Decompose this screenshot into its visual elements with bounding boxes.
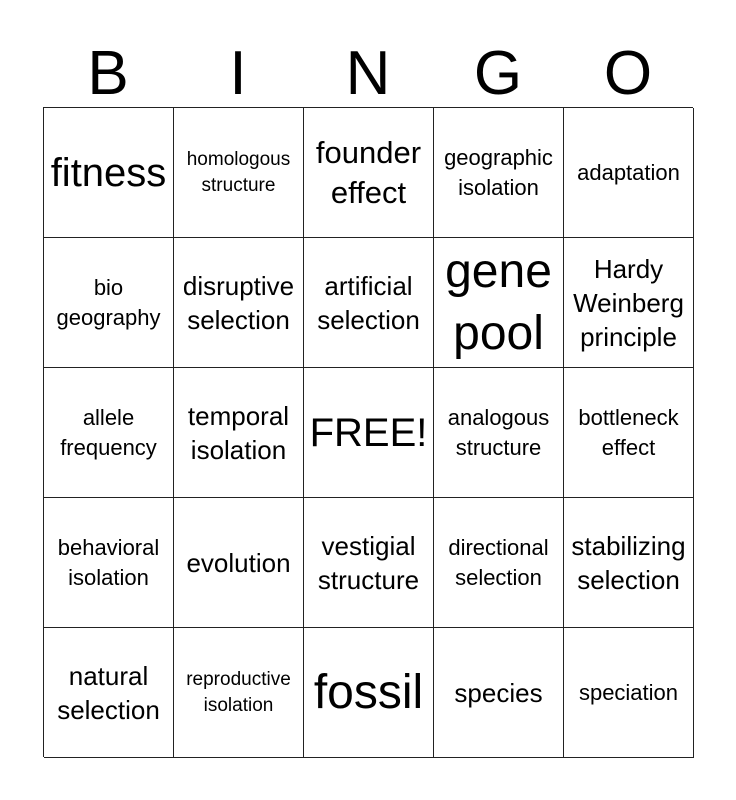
cell-text: homologous structure bbox=[186, 148, 291, 196]
bingo-cell[interactable] bbox=[304, 108, 434, 238]
bingo-cell[interactable] bbox=[44, 108, 174, 238]
bingo-cell[interactable] bbox=[434, 238, 564, 368]
bingo-cell[interactable] bbox=[434, 368, 564, 498]
bingo-cell[interactable] bbox=[304, 238, 434, 368]
bingo-cell[interactable] bbox=[44, 238, 174, 368]
cell-text: artificial selection bbox=[317, 270, 420, 335]
bingo-cell[interactable] bbox=[434, 628, 564, 758]
cell-text: disruptive selection bbox=[182, 270, 295, 335]
cell-text: adaptation bbox=[577, 159, 680, 185]
bingo-cell[interactable] bbox=[44, 498, 174, 628]
bingo-cell[interactable] bbox=[174, 498, 304, 628]
bingo-header bbox=[43, 39, 693, 108]
free-space-cell[interactable] bbox=[304, 368, 434, 498]
cell-text: founder effect bbox=[315, 134, 422, 210]
bingo-cell[interactable] bbox=[44, 368, 174, 498]
cell-text: behavioral isolation bbox=[57, 534, 160, 590]
cell-text: directional selection bbox=[448, 534, 549, 590]
header-letter-g: G bbox=[473, 39, 523, 108]
cell-text: bio geography bbox=[56, 274, 161, 330]
cell-text: temporal isolation bbox=[187, 400, 290, 465]
bingo-cell[interactable] bbox=[434, 108, 564, 238]
header-letter-i: I bbox=[229, 39, 247, 108]
bingo-cell[interactable] bbox=[174, 368, 304, 498]
bingo-cell[interactable] bbox=[434, 498, 564, 628]
bingo-cell[interactable] bbox=[174, 238, 304, 368]
cell-text: bottleneck effect bbox=[578, 404, 679, 460]
free-space-text: FREE! bbox=[309, 410, 428, 455]
cell-text: fitness bbox=[50, 150, 167, 195]
cell-text: fossil bbox=[313, 665, 424, 719]
cell-text: Hardy Weinberg principle bbox=[573, 253, 684, 352]
bingo-cell[interactable] bbox=[564, 368, 694, 498]
bingo-cell[interactable] bbox=[564, 628, 694, 758]
cell-text: allele frequency bbox=[60, 404, 157, 460]
cell-text: geographic isolation bbox=[444, 144, 553, 200]
bingo-cell[interactable] bbox=[174, 628, 304, 758]
bingo-cell[interactable] bbox=[304, 628, 434, 758]
cell-text: natural selection bbox=[57, 660, 160, 725]
cell-text: analogous structure bbox=[447, 404, 550, 460]
header-letter-n: N bbox=[345, 39, 391, 108]
bingo-cell[interactable] bbox=[174, 108, 304, 238]
cell-text: gene pool bbox=[445, 244, 552, 360]
header-letter-b: B bbox=[87, 39, 129, 108]
header-letter-o: O bbox=[603, 39, 653, 108]
cell-text: vestigial structure bbox=[317, 530, 420, 595]
bingo-cell[interactable] bbox=[564, 238, 694, 368]
bingo-cell[interactable] bbox=[564, 498, 694, 628]
bingo-board bbox=[43, 107, 693, 757]
cell-text: reproductive isolation bbox=[186, 668, 291, 716]
bingo-cell[interactable] bbox=[44, 628, 174, 758]
cell-text: stabilizing selection bbox=[571, 530, 686, 595]
bingo-cell[interactable] bbox=[564, 108, 694, 238]
cell-text: evolution bbox=[186, 547, 291, 578]
cell-text: species bbox=[454, 677, 543, 708]
cell-text: speciation bbox=[578, 679, 679, 705]
bingo-cell[interactable] bbox=[304, 498, 434, 628]
